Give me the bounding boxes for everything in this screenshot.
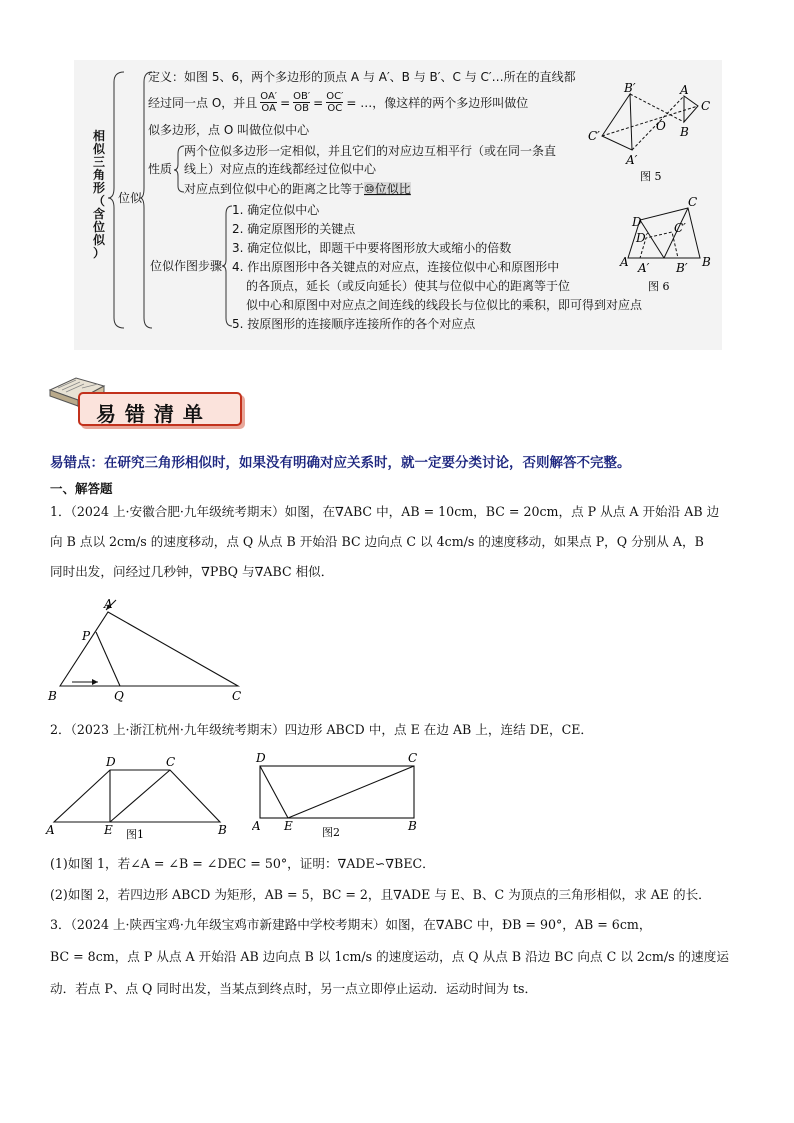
fig6-label-a: A <box>620 255 629 269</box>
step-4-cont-2: 似中心和原图中对应点之间连线的线段长与位似比的乘积，即可得到对应点 <box>246 298 643 312</box>
topic-vertical-label: 相 似 三 角 形 （ 含 位 似 ） <box>92 129 105 260</box>
q2-figure-1 <box>44 756 244 846</box>
q2f2-label-b: B <box>408 819 417 833</box>
q2-figure-2 <box>252 750 432 840</box>
q2f1-label-e: E <box>104 823 113 837</box>
q2f1-label-d: D <box>106 756 116 769</box>
figure-6 <box>618 196 718 296</box>
q2f1-label-c: C <box>166 756 176 769</box>
fig6-label-b: B <box>702 255 711 269</box>
ratio-oc: $\frac{OC'}{OC}$ <box>326 91 344 114</box>
fig5-label-a-prime: A′ <box>626 153 638 167</box>
prop-line-1: 两个位似多边形一定相似，并且它们的对应边互相平行（或在同一条直 <box>184 144 557 158</box>
def-line-1 <box>148 71 576 83</box>
q3-line-3: 动．若点 P、点 Q 同时出发，当某点到终点时，另一点立即停止运动．运动时间为 ts． <box>50 981 538 996</box>
fig5-label-b-prime: B′ <box>624 82 636 95</box>
q2f1-label-a: A <box>46 823 55 837</box>
step-4: 4. 作出原图形中各关键点的对应点，连接位似中心和原图形中 <box>232 260 560 274</box>
fig5-label-c: C <box>701 99 711 113</box>
fig6-label-d: D <box>632 215 642 229</box>
fig5-label-a: A <box>680 83 689 97</box>
fig6-label-a-prime: A′ <box>638 261 650 275</box>
fig6-label-c: C <box>688 196 698 209</box>
q1-line-3: 同时出发，问经过几秒钟，∇PBQ 与∇ABC 相似． <box>50 564 334 579</box>
q2-part-2: (2)如图 2，若四边形 ABCD 为矩形，AB = 5，BC = 2，且∇ADE 与 E、B、C 为顶点的三角形相似，求 AE 的长． <box>50 887 711 902</box>
fig5-label-c-prime: C′ <box>588 129 600 143</box>
step-4-cont-1: 的各顶点，延长（或反向延长）使其与位似中心的距离等于位 <box>246 279 571 293</box>
q1-label-c: C <box>232 689 242 703</box>
prop-key: 性质 <box>148 162 173 176</box>
q2f2-label-a: A <box>252 819 261 833</box>
q1-figure <box>42 596 252 706</box>
q2-figure-1-caption: 图1 <box>126 828 144 841</box>
def-key: 定义： <box>148 70 185 84</box>
prop-line-3: 对应点到位似中心的距离之比等于⑩位似比 <box>184 182 411 196</box>
fig6-caption: 图 6 <box>648 280 670 293</box>
answer-blank-10: ⑩位似比 <box>364 182 411 196</box>
q2-figure-2-caption: 图2 <box>322 826 340 839</box>
fig6-label-c-prime: C′ <box>674 221 686 235</box>
fig6-label-d-prime: D′ <box>636 231 649 245</box>
def-line-1-text: 如图 5、6，两个多边形的顶点 A 与 A′、B 与 B′、C 与 C′…所在的直线都 <box>184 70 576 84</box>
prop-line-2: 线上）对应点的连线都经过位似中心 <box>184 162 377 176</box>
banner-title: 易 错 清 单 <box>96 402 204 426</box>
q2f2-label-c: C <box>408 751 418 765</box>
q1-label-b: B <box>48 689 57 703</box>
q1-line-1: 1．（2024 上·安徽合肥·九年级统考期末）如图，在∇ABC 中，AB = 10cm，BC = 20cm，点 P 从点 A 开始沿 AB 边 <box>50 504 720 519</box>
q2-part-1: (1)如图 1，若∠A = ∠B = ∠DEC = 50°，证明：∇ADE∽∇BEC． <box>50 856 435 871</box>
step-2: 2. 确定原图形的关键点 <box>232 222 356 236</box>
fig6-label-b-prime: B′ <box>676 261 688 275</box>
def-line-2a: 经过同一点 O，并且 <box>148 95 258 110</box>
q3-line-1: 3．（2024 上·陕西宝鸡·九年级宝鸡市新建路中学校考期末）如图，在∇ABC 中，ÐB = 90°，AB = 6cm， <box>50 917 652 932</box>
q3-line-2: BC = 8cm，点 P 从点 A 开始沿 AB 边向点 B 以 1cm/s 的速度运动，点 Q 从点 B 沿边 BC 向点 C 以 2cm/s 的速度运 <box>50 949 729 964</box>
q1-label-q: Q <box>114 689 124 703</box>
step-1: 1. 确定位似中心 <box>232 203 320 217</box>
step-3: 3. 确定位似比，即题干中要将图形放大或缩小的倍数 <box>232 241 512 255</box>
section-title: 一、解答题 <box>50 481 113 496</box>
q1-label-a: A <box>104 597 113 611</box>
def-line-2b: = …，像这样的两个多边形叫做位 <box>346 95 529 110</box>
step-5: 5. 按原图形的连接顺序连接所作的各个对应点 <box>232 317 476 331</box>
steps-key: 位似作图步骤 <box>150 259 223 273</box>
fig5-caption: 图 5 <box>640 170 662 183</box>
error-tip: 易错点：在研究三角形相似时，如果没有明确对应关系时，就一定要分类讨论，否则解答不完整。 <box>50 455 631 471</box>
q1-label-p: P <box>82 629 91 643</box>
q2f2-label-d: D <box>256 751 266 765</box>
q2-line-1: 2．（2023 上·浙江杭州·九年级统考期末）四边形 ABCD 中，点 E 在边 AB 上，连结 DE，CE． <box>50 722 593 737</box>
fig5-label-b: B <box>680 125 689 139</box>
ratio-oa: $\frac{OA'}{OA}$ <box>260 91 278 114</box>
ratio-ob: $\frac{OB'}{OB}$ <box>293 91 311 114</box>
def-line-2: 经过同一点 O，并且 $\frac{OA'}{OA}$ = $\frac{OB'}{OB}$ = $\frac{OC'}{OC}$ = …，像这样的两个多边形叫做位 <box>148 91 529 114</box>
figure-5 <box>588 82 718 192</box>
q1-line-2: 向 B 点以 2cm/s 的速度移动，点 Q 从点 B 开始沿 BC 边向点 C 以 4cm/s 的速度移动，如果点 P，Q 分别从 A，B <box>50 534 704 549</box>
def-line-3: 似多边形，点 O 叫做位似中心 <box>148 123 310 137</box>
q2f1-label-b: B <box>218 823 227 837</box>
q2f2-label-e: E <box>284 819 293 833</box>
branch-label: 位似 <box>118 191 143 205</box>
fig5-label-o: O <box>656 119 666 133</box>
